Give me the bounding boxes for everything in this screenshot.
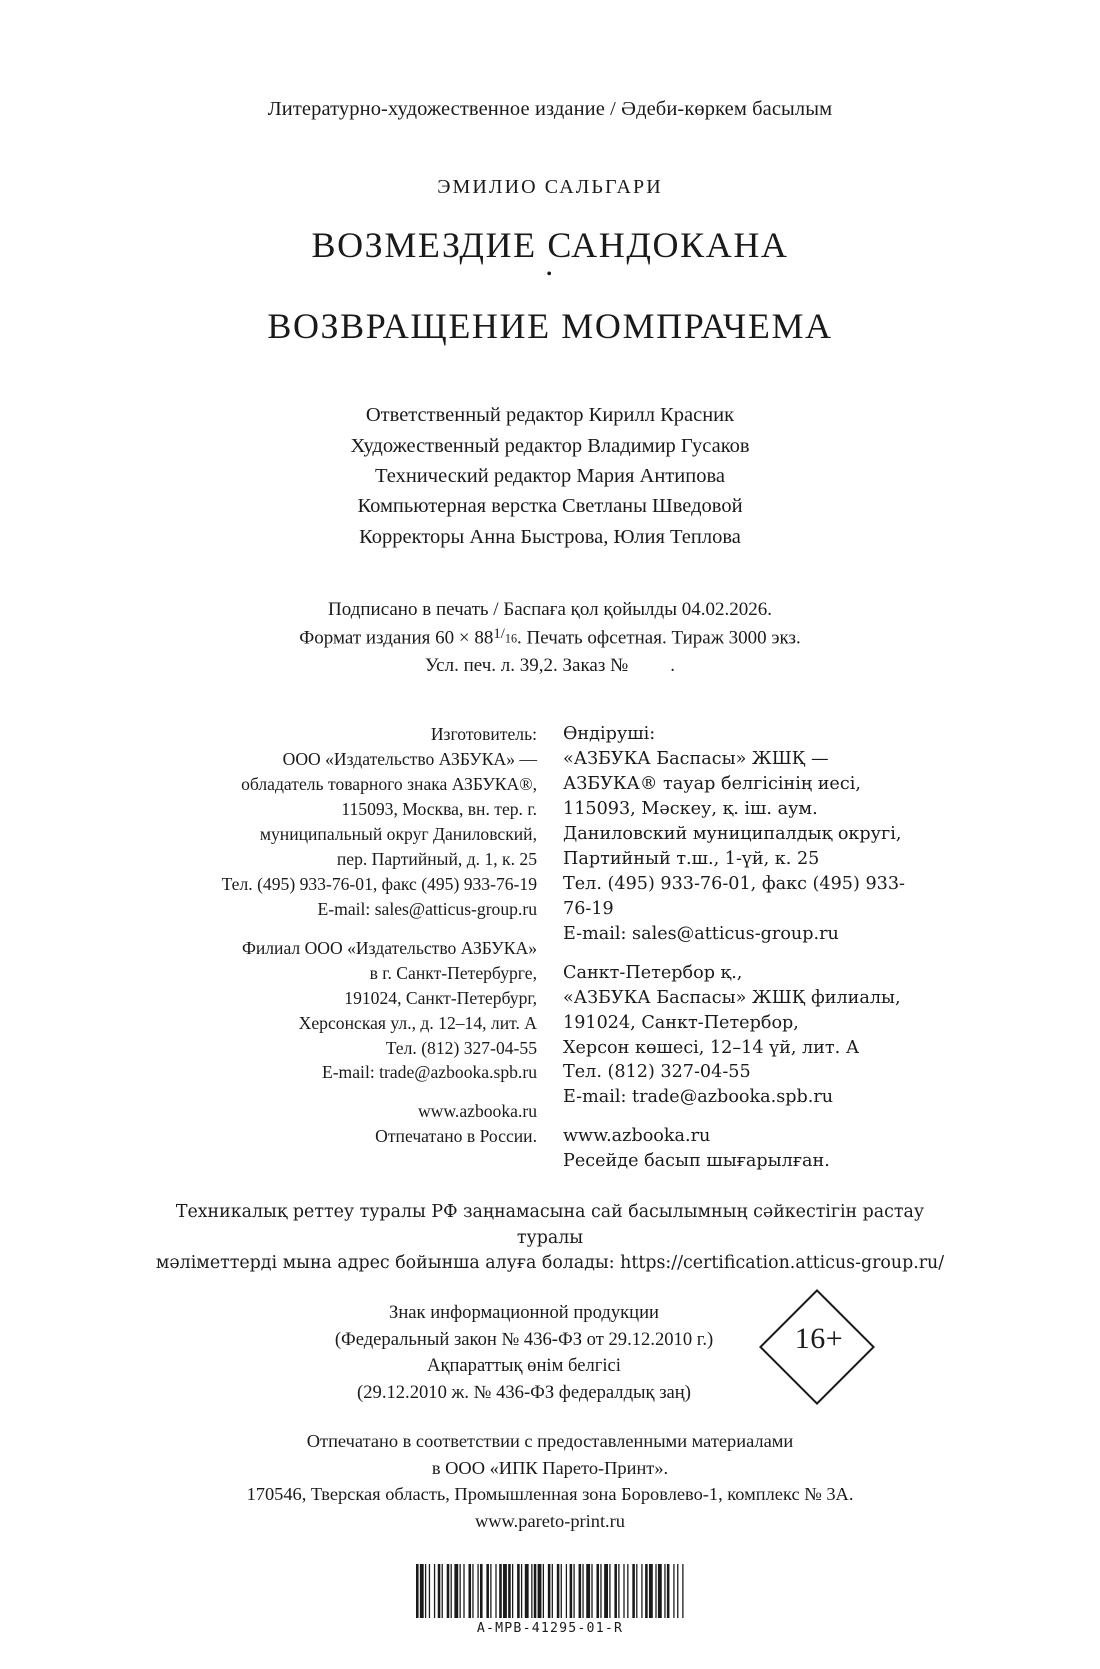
certification-line[interactable]: мәліметтерді мына адрес бойынша алуға болады: https://certification.atticus-group.ru/ — [155, 1252, 945, 1273]
publisher-line: «АЗБУКА Баспасы» ЖШҚ — — [563, 748, 829, 769]
publisher-phone-line: Тел. (812) 327-04-55 — [385, 1037, 537, 1058]
publisher-line: Херсонская ул., д. 12–14, лит. А — [298, 1012, 537, 1033]
signed-to-press-date: 04.02.2026. — [681, 599, 772, 621]
title-line-1: ВОЗМЕЗДИЕ САНДОКАНА — [311, 225, 789, 265]
print-run-info — [150, 596, 950, 680]
publisher-phone-line: Тел. (495) 933-76-01, факс (495) 933-76-19 — [221, 873, 537, 894]
certification-line: Техникалық реттеу туралы РФ заңнамасына сай басылымның сәйкестігін растау туралы — [175, 1202, 925, 1248]
age-mark-line: (29.12.2010 ж. № 436-ФЗ федералдық заң) — [357, 1381, 691, 1403]
publisher-line: Изготовитель: — [430, 723, 537, 744]
credit-line: Технический редактор Мария Антипова — [375, 465, 725, 488]
publisher-website-link[interactable]: www.azbooka.ru — [563, 1126, 711, 1147]
edition-line: Литературно-художественное издание / Әдеби-көркем басылым — [267, 98, 833, 120]
certification-note — [150, 1200, 950, 1276]
fraction-numerator: 1 — [493, 625, 501, 642]
publisher-line: муниципальный округ Даниловский, — [259, 823, 537, 844]
publisher-line: 115093, Москва, вн. тер. г. — [341, 798, 537, 819]
publisher-line: Даниловский муниципалдық округі, — [563, 823, 902, 844]
publisher-columns — [150, 722, 950, 1174]
sheets-order-line — [150, 652, 950, 680]
publisher-column-kz — [550, 722, 915, 1174]
printed-in-line: Отпечатано в России. — [375, 1126, 537, 1147]
credit-line: Ответственный редактор Кирилл Красник — [365, 404, 735, 427]
publisher-ru-branch — [185, 936, 537, 1086]
publisher-line: ООО «Издательство АЗБУКА» — — [282, 748, 537, 769]
format-suffix: . Печать офсетная. Тираж 3000 экз. — [517, 627, 801, 649]
publisher-line: АЗБУКА® тауар белгісінің иесі, — [563, 773, 861, 794]
printer-line: в ООО «ИПК Парето-Принт». — [431, 1457, 669, 1478]
age-mark-line: Знак информационной продукции — [389, 1302, 659, 1324]
publisher-phone-line: Тел. (495) 933-76-01, факс (495) 933-76-19 — [563, 873, 905, 919]
publisher-line: Санкт-Петербор қ., — [563, 962, 743, 983]
author-name: ЭМИЛИО САЛЬГАРИ — [437, 176, 663, 198]
publisher-line: Партийный т.ш., 1-үй, к. 25 — [563, 848, 820, 869]
publisher-line: Өндіруші: — [563, 723, 656, 744]
barcode-label: A-MPB-41295-01-R — [476, 1621, 624, 1637]
printer-address-line: 170546, Тверская область, Промышленная зона Боровлево-1, комплекс № 3А. — [246, 1484, 854, 1505]
printing-house-info — [150, 1428, 950, 1534]
format-prefix: Формат издания 60 × 88 — [299, 627, 494, 649]
sheets-order-end: . — [670, 655, 675, 677]
publisher-email-line[interactable]: E-mail: sales@atticus-group.ru — [563, 923, 839, 944]
publisher-email-line[interactable]: E-mail: trade@azbooka.spb.ru — [321, 1062, 537, 1083]
credit-line: Компьютерная верстка Светланы Шведовой — [357, 495, 743, 518]
age-rating-badge: 16+ — [794, 1322, 844, 1356]
sheets-order-text: Усл. печ. л. 39,2. Заказ № — [425, 655, 629, 677]
format-fraction: 1/16 — [493, 625, 518, 646]
publisher-line: «АЗБУКА Баспасы» ЖШҚ филиалы, — [563, 987, 901, 1008]
credit-line: Художественный редактор Владимир Гусаков — [350, 434, 750, 457]
publisher-column-ru — [185, 722, 550, 1150]
fraction-denominator: 16 — [504, 631, 518, 646]
age-mark-line: Ақпараттық өнім белгісі — [427, 1355, 621, 1377]
publisher-line: 191024, Санкт-Петербор, — [563, 1012, 799, 1033]
title-line-2: ВОЗВРАЩЕНИЕ МОМПРАЧЕМА — [267, 305, 833, 346]
publisher-kz-branch — [563, 961, 915, 1111]
title-separator-dot: • — [546, 265, 554, 283]
publisher-line: Херсон көшесі, 12–14 үй, лит. А — [563, 1037, 860, 1058]
page-content — [150, 0, 950, 1636]
signed-to-press-label: Подписано в печать / Баспаға қол қойылды — [328, 599, 677, 621]
publisher-kz-manufacturer — [563, 722, 915, 947]
publisher-line: обладатель товарного знака АЗБУКА®, — [241, 773, 537, 794]
publisher-phone-line: Тел. (812) 327-04-55 — [563, 1062, 751, 1083]
credit-line: Корректоры Анна Быстрова, Юлия Теплова — [359, 525, 741, 548]
publisher-line: Филиал ООО «Издательство АЗБУКА» — [241, 937, 537, 958]
publisher-email-line[interactable]: E-mail: sales@atticus-group.ru — [317, 898, 537, 919]
publisher-ru-manufacturer — [185, 722, 537, 922]
age-mark-section — [150, 1300, 950, 1416]
printer-website-link[interactable]: www.pareto-print.ru — [475, 1510, 625, 1531]
publisher-line: 191024, Санкт-Петербург, — [344, 987, 537, 1008]
age-mark-line: (Федеральный закон № 436-ФЗ от 29.12.2010 г.) — [334, 1328, 714, 1350]
publisher-email-line[interactable]: E-mail: trade@azbooka.spb.ru — [563, 1087, 834, 1108]
printed-in-line: Ресейде басып шығарылған. — [563, 1151, 830, 1172]
printer-line: Отпечатано в соответствии с предоставленными материалами — [306, 1431, 794, 1452]
signed-to-press-line — [150, 596, 950, 624]
publisher-line: пер. Партийный, д. 1, к. 25 — [336, 848, 537, 869]
book-title — [150, 224, 950, 348]
publisher-website-link[interactable]: www.azbooka.ru — [417, 1101, 537, 1122]
barcode-image — [416, 1564, 684, 1618]
publisher-line: в г. Санкт-Петербурге, — [369, 962, 537, 983]
publisher-line: 115093, Мәскеу, қ. іш. аум. — [563, 798, 818, 819]
barcode-section — [150, 1564, 950, 1636]
format-line — [150, 624, 950, 652]
publisher-ru-web — [185, 1099, 537, 1149]
publisher-kz-web — [563, 1124, 915, 1174]
credits-block — [150, 400, 950, 552]
